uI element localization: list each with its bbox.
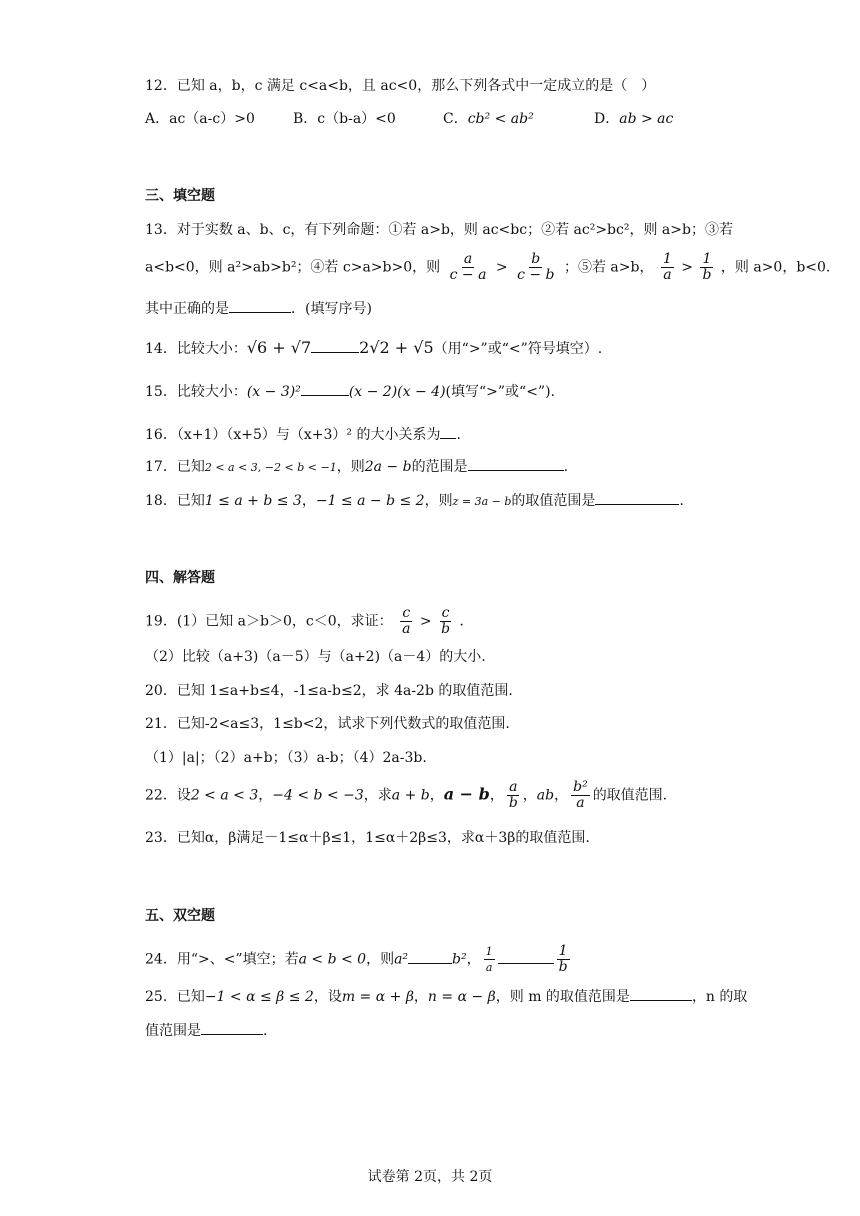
q20: 20．已知 1≤a+b≤4，-1≤a-b≤2，求 4a-2b 的取值范围. — [145, 683, 513, 699]
q13-line1: 13．对于实数 a、b、c，有下列命题：①若 a>b，则 ac<bc；②若 ac²>bc²，则 a>b；③若 — [145, 222, 733, 238]
q14: 14．比较大小：√6 + √7 2√2 + √5（用“>”或“<”符号填空）. — [145, 338, 603, 357]
q21-line2: （1）|a|；（2）a+b；（3）a-b；（4）2a-3b. — [145, 750, 427, 766]
answer-blank[interactable] — [595, 490, 679, 505]
q13-line2: a<b<0，则 a²>ab>b²；④若 c>a>b>0，则 $\frac{a}{c - a}$ > $\frac{b}{c - b}$ ；⑤若 a>b， $\frac{1}{a}$ > $\frac{1}{b}$ ，则 a>0，b<0. — [145, 251, 831, 283]
answer-blank[interactable] — [229, 298, 291, 313]
q16: 16．（x+1）（x+5）与（x+3）² 的大小关系为 . — [145, 424, 461, 445]
q12-stem: 12．已知 a，b，c 满足 c<a<b，且 ac<0，那么下列各式中一定成立的是（ ） — [145, 78, 656, 94]
q18: 18．已知1 ≤ a + b ≤ 3，−1 ≤ a − b ≤ 2，则z = 3a − b的取值范围是 . — [145, 490, 684, 512]
answer-blank[interactable] — [408, 949, 452, 964]
answer-blank[interactable] — [301, 381, 349, 396]
q12-option-d: D．ab > ac — [594, 111, 674, 127]
q21-line1: 21．已知-2<a≤3，1≤b<2，试求下列代数式的取值范围. — [145, 716, 510, 732]
q25-line1: 25．已知−1 < α ≤ β ≤ 2，设m = α + β，n = α − β，则 m 的取值范围是 ，n 的取 — [145, 986, 747, 1007]
q13-fraction-3: $\frac{1}{a}$ — [662, 251, 672, 283]
answer-blank[interactable] — [630, 986, 692, 1001]
q12-option-a: A．ac（a-c）>0 — [145, 111, 255, 127]
q15: 15．比较大小：(x − 3)² (x − 2)(x − 4)(填写“>”或“<”). — [145, 381, 555, 402]
section-title-fill-blank: 三、填空题 — [145, 188, 215, 204]
q13-fraction-1: $\frac{a}{c - a}$ — [449, 251, 487, 283]
answer-blank[interactable] — [311, 338, 359, 353]
page-footer: 试卷第 2页，共 2页 — [367, 1169, 493, 1185]
answer-blank[interactable] — [440, 424, 456, 439]
q13-fraction-4: $\frac{1}{b}$ — [702, 251, 712, 283]
q23: 23．已知α，β满足－1≤α＋β≤1，1≤α＋2β≤3，求α＋3β的取值范围. — [145, 830, 590, 846]
q22: 22．设2 < a < 3，−4 < b < −3，求a + b，a − b， $\frac{a}{b}$ ，ab， $\frac{\text{b²}}{a}$ 的取值范围. — [145, 779, 668, 811]
q13-line3: 其中正确的是 ．(填写序号) — [145, 298, 372, 319]
answer-blank[interactable] — [498, 949, 554, 964]
q12-option-c: C．cb² < ab² — [443, 111, 534, 127]
q12-option-b: B．c（b-a）<0 — [293, 111, 396, 127]
q19-line1: 19．(1）已知 a＞b＞0，c＜0，求证： $\frac{c}{a}$ > $\frac{c}{b}$ ． — [145, 605, 474, 637]
q24: 24．用“>、<”填空；若a < b < 0，则a² b²， $\frac{1}{a}$ $\frac{1}{b}$ — [145, 943, 568, 975]
section-title-solve: 四、解答题 — [145, 570, 215, 586]
section-title-double-blank: 五、双空题 — [145, 908, 215, 924]
answer-blank[interactable] — [468, 456, 564, 471]
q19-line2: （2）比较（a+3)（a－5）与（a+2)（a－4）的大小. — [145, 649, 486, 665]
q17: 17．已知2 < a < 3, −2 < b < −1，则2a − b的范围是 . — [145, 456, 568, 478]
answer-blank[interactable] — [201, 1020, 263, 1035]
q25-line2: 值范围是 . — [145, 1020, 267, 1041]
q13-fraction-2: $\frac{b}{c - b}$ — [517, 251, 555, 283]
